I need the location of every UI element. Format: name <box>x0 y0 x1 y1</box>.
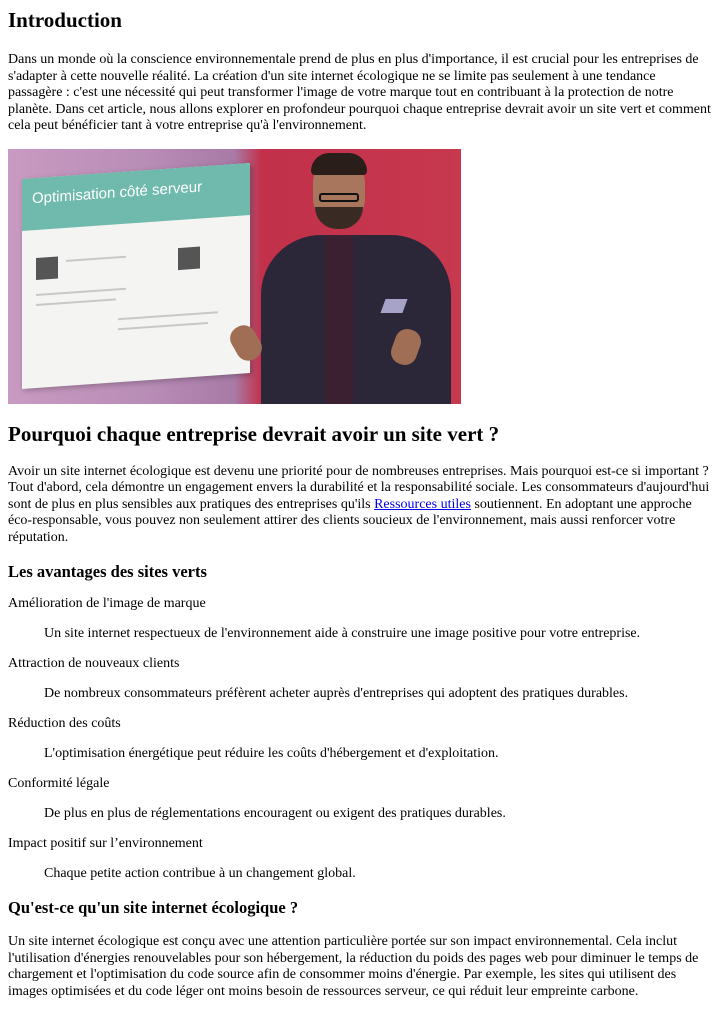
presenter <box>253 149 461 404</box>
slide-text-line <box>118 321 208 329</box>
slide-text-line <box>118 311 218 320</box>
slide-thumbnail <box>178 246 200 270</box>
slide-title: Optimisation côté serveur <box>22 163 250 231</box>
section-heading-why: Pourquoi chaque entreprise devrait avoir un site vert ? <box>8 421 500 446</box>
advantage-term: Attraction de nouveaux clients <box>8 656 180 671</box>
glasses-icon <box>319 193 359 202</box>
advantage-term: Conformité légale <box>8 776 110 791</box>
resources-link[interactable]: Ressources utiles <box>374 496 471 512</box>
slide-text-line <box>66 255 126 261</box>
slide-thumbnail <box>36 256 58 280</box>
advantage-description: De nombreux consommateurs préfèrent acheter auprès d'entreprises qui adoptent des pratiques durables. <box>44 685 629 701</box>
presenter-hair <box>311 153 367 175</box>
section-heading-what: Qu'est-ce qu'un site internet écologique ? <box>8 898 299 917</box>
advantage-description: Un site internet respectueux de l'environnement aide à construire une image positive pour votre entreprise. <box>44 625 641 641</box>
paragraph-text: Avoir un site internet écologique est devenu une priorité pour de nombreuses entreprises. Mais pourquoi est-ce si important ? Tout d'abord, cela démontre un engagement envers la durabilité et la responsabilité sociale. Les consommateurs d'aujourd'hui sont de plus en plus sensibles aux pratiques des entreprises qu'ils <box>8 463 710 512</box>
intro-paragraph: Dans un monde où la conscience environnementale prend de plus en plus d'importance, il est crucial pour les entreprises de s'adapter à cette nouvelle réalité. La création d'un site internet écologique ne se limite pas seulement à une tendance passagère : c'est une nécessité qui peut transformer l'image de votre marque tout en contribuant à la protection de notre planète. Dans cet article, nous allons explorer en profondeur pourquoi chaque entreprise devrait avoir un site vert et comment cela peut bénéficier tant à votre entreprise qu'à l'environnement. <box>8 52 711 133</box>
advantages-heading: Les avantages des sites verts <box>8 562 207 581</box>
hero-image <box>8 149 461 404</box>
slide-text-line <box>36 298 116 306</box>
paragraph-text: soutiennent. En adoptant une approche éco-responsable, vous pouvez non seulement attirer des clients soucieux de l'environnement, mais aussi renforcer votre réputation. <box>8 496 692 545</box>
advantages-list <box>8 596 712 882</box>
advantage-description: Chaque petite action contribue à un changement global. <box>44 865 356 881</box>
advantage-term: Impact positif sur l’environnement <box>8 836 203 851</box>
presenter-shirt <box>325 235 353 404</box>
intro-heading: Introduction <box>8 8 122 32</box>
advantage-term: Amélioration de l'image de marque <box>8 596 206 611</box>
advantage-description: De plus en plus de réglementations encouragent ou exigent des pratiques durables. <box>44 805 506 821</box>
presentation-slide <box>22 163 250 389</box>
presenter-beard <box>315 207 363 229</box>
section-paragraph-why <box>8 464 712 547</box>
slide-text-line <box>36 287 126 295</box>
presenter-jacket <box>261 235 451 404</box>
advantage-description: L'optimisation énergétique peut réduire les coûts d'hébergement et d'exploitation. <box>44 745 499 761</box>
advantage-term: Réduction des coûts <box>8 716 121 731</box>
section-paragraph-what: Un site internet écologique est conçu avec une attention particulière portée sur son impact environnemental. Cela inclut l'utilisation d'énergies renouvelables pour son hébergement, la réduction du poids des pages web pour diminuer le temps de chargement et l'optimisation du code source afin de consommer moins d'énergie. Par exemple, les sites qui utilisent des images optimisées et du code léger ont moins besoin de ressources serveur, ce qui réduit leur empreinte carbone. <box>8 934 699 999</box>
